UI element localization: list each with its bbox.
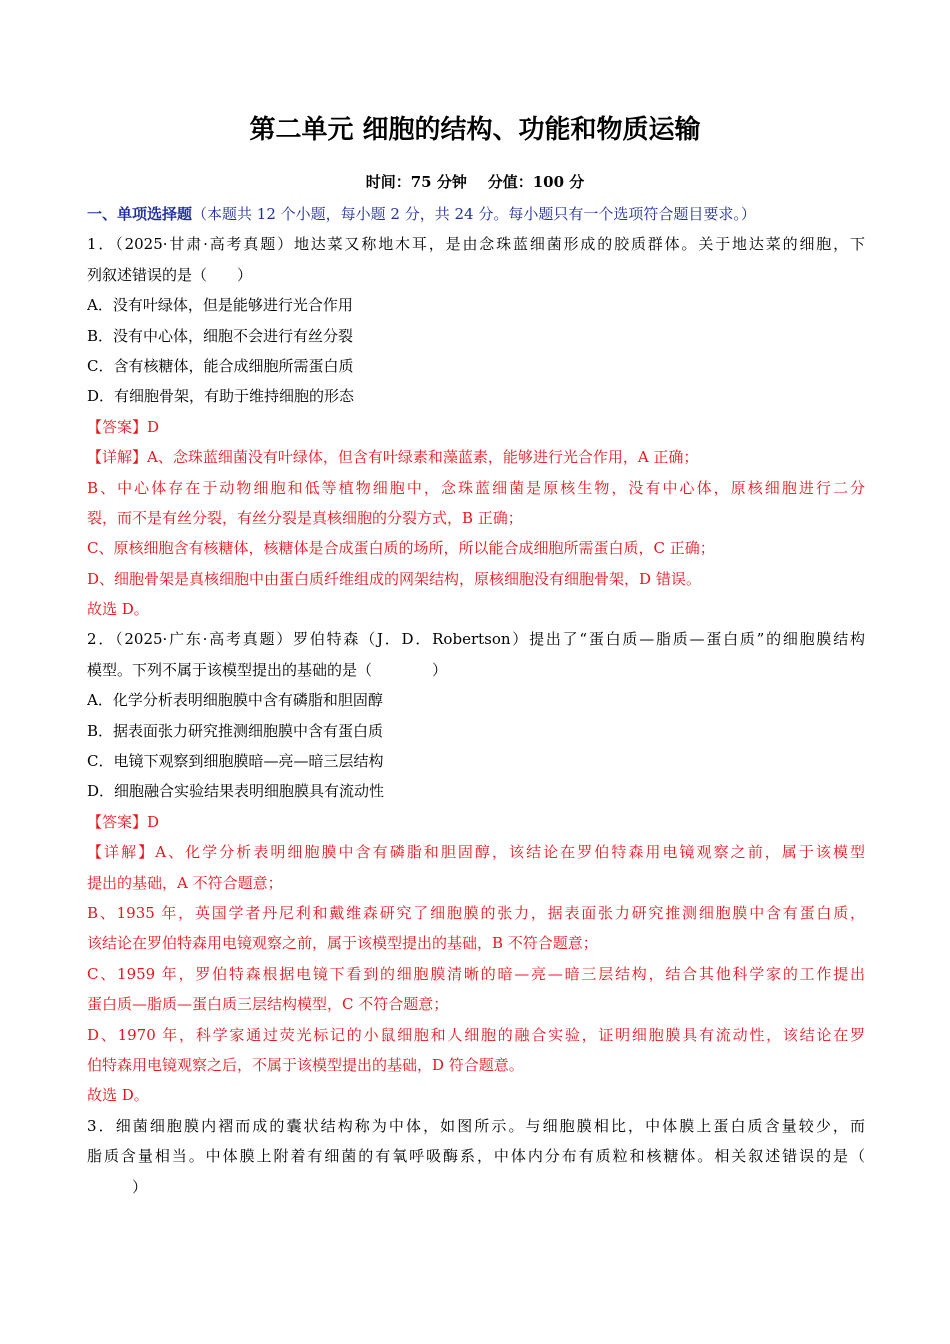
q1-answer: 【答案】D — [87, 417, 160, 436]
q2-stem-line: 2．（2025·广东·高考真题）罗伯特森（J．D．Robertson）提出了“蛋白质—脂质—蛋白质”的细胞膜结构 — [87, 630, 865, 649]
q2-option-a: A．化学分析表明细胞膜中含有磷脂和胆固醇 — [87, 691, 383, 710]
q3-stem-line: 3．细菌细胞膜内褶而成的囊状结构称为中体，如图所示。与细胞膜相比，中体膜上蛋白质含量较少，而 — [87, 1116, 865, 1135]
q1-explanation-line: C、原核细胞含有核糖体，核糖体是合成蛋白质的场所，所以能合成细胞所需蛋白质，C 正确； — [87, 539, 715, 558]
q1-explanation-line: D、细胞骨架是真核细胞中由蛋白质纤维组成的网架结构，原核细胞没有细胞骨架，D 错误。 — [87, 569, 701, 588]
q1-explanation-line: 裂，而不是有丝分裂，有丝分裂是真核细胞的分裂方式，B 正确； — [87, 508, 523, 527]
q2-explanation-line: 该结论在罗伯特森用电镜观察之前，属于该模型提出的基础，B 不符合题意； — [87, 934, 598, 953]
q2-explanation-line: 蛋白质—脂质—蛋白质三层结构模型，C 不符合题意； — [87, 995, 449, 1014]
q2-stem-line: 模型。下列不属于该模型提出的基础的是（ ） — [87, 660, 448, 679]
q2-explanation-line: C、1959 年，罗伯特森根据电镜下看到的细胞膜清晰的暗—亮—暗三层结构，结合其他科学家的工作提出 — [87, 964, 865, 983]
q1-conclusion: 故选 D。 — [87, 600, 149, 619]
q2-explanation-line: D、1970 年，科学家通过荧光标记的小鼠细胞和人细胞的融合实验，证明细胞膜具有流动性，该结论在罗 — [87, 1025, 865, 1044]
q1-stem-line: 列叙述错误的是（ ） — [87, 265, 253, 284]
content — [87, 199, 865, 1202]
q3-stem-line: ） — [87, 1177, 148, 1196]
q1-explanation-line: B、中心体存在于动物细胞和低等植物细胞中，念珠蓝细菌是原核生物，没有中心体，原核细胞进行二分 — [87, 478, 865, 497]
section-heading: 一、单项选择题 — [87, 205, 193, 223]
section-heading-line — [87, 199, 865, 229]
page-title: 第二单元 细胞的结构、功能和物质运输 — [249, 115, 701, 145]
q1-stem-line: 1．（2025·甘肃·高考真题）地达菜又称地木耳，是由念珠蓝细菌形成的胶质群体。关于地达菜的细胞，下 — [87, 235, 865, 254]
section-note: （本题共 12 个小题，每小题 2 分，共 24 分。每小题只有一个选项符合题目要求。） — [192, 205, 756, 223]
q2-answer: 【答案】D — [87, 812, 160, 831]
q2-option-b: B．据表面张力研究推测细胞膜中含有蛋白质 — [87, 721, 384, 740]
q2-explanation-line: B、1935 年，英国学者丹尼利和戴维森研究了细胞膜的张力，据表面张力研究推测细胞膜中含有蛋白质， — [87, 903, 865, 922]
q1-explanation-line: 【详解】A、念珠蓝细菌没有叶绿体，但含有叶绿素和藻蓝素，能够进行光合作用，A 正确； — [87, 448, 699, 467]
q1-option-a: A．没有叶绿体，但是能够进行光合作用 — [87, 296, 353, 315]
question-3 — [87, 1111, 865, 1202]
q1-option-d: D．有细胞骨架，有助于维持细胞的形态 — [87, 387, 355, 406]
q2-explanation-line: 【详解】A、化学分析表明细胞膜中含有磷脂和胆固醇，该结论在罗伯特森用电镜观察之前，属于该模型 — [87, 843, 865, 862]
question-1 — [87, 229, 865, 624]
q2-option-c: C．电镜下观察到细胞膜暗—亮—暗三层结构 — [87, 752, 384, 771]
exam-meta: 时间：75 分钟 分值：100 分 — [365, 173, 585, 191]
question-2 — [87, 624, 865, 1110]
q2-explanation-line: 提出的基础，A 不符合题意； — [87, 873, 283, 892]
q2-option-d: D．细胞融合实验结果表明细胞膜具有流动性 — [87, 782, 385, 801]
q1-option-b: B．没有中心体，细胞不会进行有丝分裂 — [87, 326, 354, 345]
q3-stem-line: 脂质含量相当。中体膜上附着有细菌的有氧呼吸酶系，中体内分布有质粒和核糖体。相关叙述错误的是（ — [87, 1147, 865, 1166]
q2-conclusion: 故选 D。 — [87, 1086, 149, 1105]
q2-explanation-line: 伯特森用电镜观察之后，不属于该模型提出的基础，D 符合题意。 — [87, 1055, 524, 1074]
q1-option-c: C．含有核糖体，能合成细胞所需蛋白质 — [87, 356, 354, 375]
